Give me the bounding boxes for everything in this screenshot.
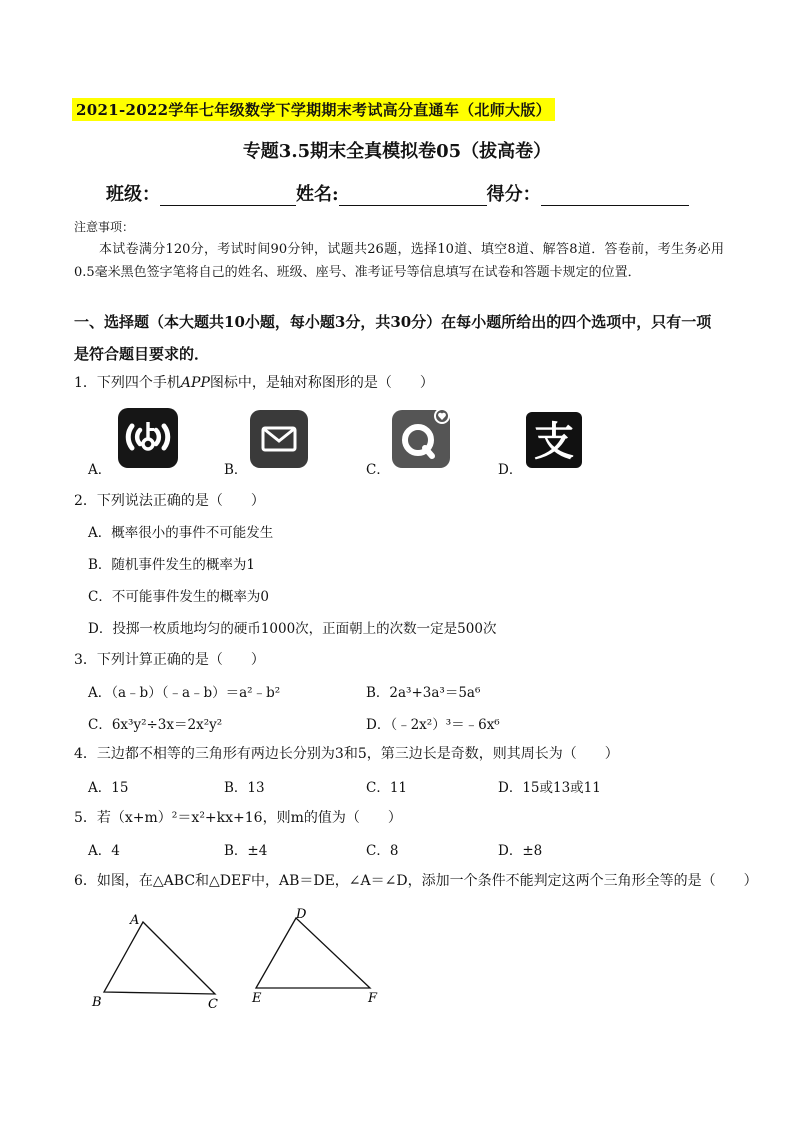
q2-option-b: B．随机事件发生的概率为1: [88, 557, 256, 573]
mail-icon[interactable]: [250, 410, 308, 468]
q5-option-c: C．8: [366, 843, 399, 859]
vertex-b-label: B: [92, 995, 102, 1010]
mail-svg: [250, 410, 308, 468]
vertex-f-label: F: [368, 991, 378, 1006]
q3-option-a: A．（a﹣b）（﹣a﹣b）＝a²﹣b²: [88, 685, 281, 701]
triangle-def: [256, 918, 370, 988]
score-blank[interactable]: [541, 185, 689, 206]
question-1-stem: 1．下列四个手机APP图标中，是轴对称图形的是（ ）: [74, 375, 434, 391]
q2-option-d: D．投掷一枚质地均匀的硬币1000次，正面朝上的次数一定是500次: [88, 621, 497, 637]
notice-heading: 注意事项：: [74, 220, 135, 234]
q2-option-c: C．不可能事件发生的概率为0: [88, 589, 269, 605]
vertex-e-label: E: [252, 991, 262, 1006]
alipay-icon[interactable]: [526, 412, 582, 468]
triangle-abc: [104, 922, 215, 994]
q2-option-a: A．概率很小的事件不可能发生: [88, 525, 274, 541]
vertex-c-label: C: [208, 997, 218, 1012]
search-q-svg: [392, 406, 454, 468]
page-title: 专题3.5期末全真模拟卷05（拔高卷）: [242, 141, 552, 162]
question-5-stem: 5．若（x+m）²＝x²+kx+16，则m的值为（ ）: [74, 810, 402, 826]
question-6-stem: 6．如图，在△ABC和△DEF中，AB＝DE，∠A＝∠D，添加一个条件不能判定这两个三角形全等的是（ ）: [74, 873, 758, 889]
q3-option-d: D．（﹣2x²）³＝﹣6x⁶: [366, 717, 500, 733]
q1-option-b-label: B．: [224, 462, 248, 478]
q5-option-b: B．±4: [224, 843, 268, 859]
wifi-key-icon[interactable]: [118, 408, 178, 468]
q4-option-b: B．13: [224, 780, 265, 796]
q1-option-c-label: C．: [366, 462, 390, 478]
q4-option-c: C．11: [366, 780, 408, 796]
question-3-stem: 3．下列计算正确的是（ ）: [74, 652, 265, 668]
triangles-figure: [80, 900, 400, 1020]
q5-option-d: D．±8: [498, 843, 543, 859]
series-banner: 2021-2022学年七年级数学下学期期末考试高分直通车（北师大版）: [72, 98, 555, 121]
question-2-stem: 2．下列说法正确的是（ ）: [74, 493, 265, 509]
vertex-a-label: A: [130, 913, 140, 928]
q5-option-a: A．4: [88, 843, 120, 859]
score-label: 得分：: [486, 184, 541, 205]
alipay-svg: [526, 412, 582, 468]
wifi-key-svg: [118, 408, 178, 468]
class-blank[interactable]: [160, 185, 296, 206]
q3-option-c: C．6x³y²÷3x＝2x²y²: [88, 717, 223, 733]
q4-option-d: D．15或13或11: [498, 780, 601, 796]
notice-body: 本试卷满分120分，考试时间90分钟，试题共26题，选择10道、填空8道、解答8道．答卷前，考生务必用0.5毫米黑色签字笔将自己的姓名、班级、座号、准考证号等信息填写在试卷和答题卡规定的位置．: [74, 242, 724, 280]
name-blank[interactable]: [339, 185, 487, 206]
q3-option-b: B．2a³+3a³＝5a⁶: [366, 685, 481, 701]
vertex-d-label: D: [296, 907, 307, 922]
q1-option-d-label: D．: [498, 462, 523, 478]
name-label: 姓名:: [296, 184, 339, 205]
q1-option-a-label: A．: [88, 462, 112, 478]
search-q-icon[interactable]: [392, 410, 450, 468]
section-heading: 一、选择题（本大题共10小题，每小题3分，共30分）在每小题所给出的四个选项中，只有一项是符合题目要求的．: [74, 313, 712, 363]
q4-option-a: A．15: [88, 780, 129, 796]
alipay-char: 支: [534, 418, 574, 465]
class-label: 班级：: [106, 184, 160, 205]
question-4-stem: 4．三边都不相等的三角形有两边长分别为3和5，第三边长是奇数，则其周长为（ ）: [74, 746, 619, 762]
student-info-row: [106, 180, 689, 206]
